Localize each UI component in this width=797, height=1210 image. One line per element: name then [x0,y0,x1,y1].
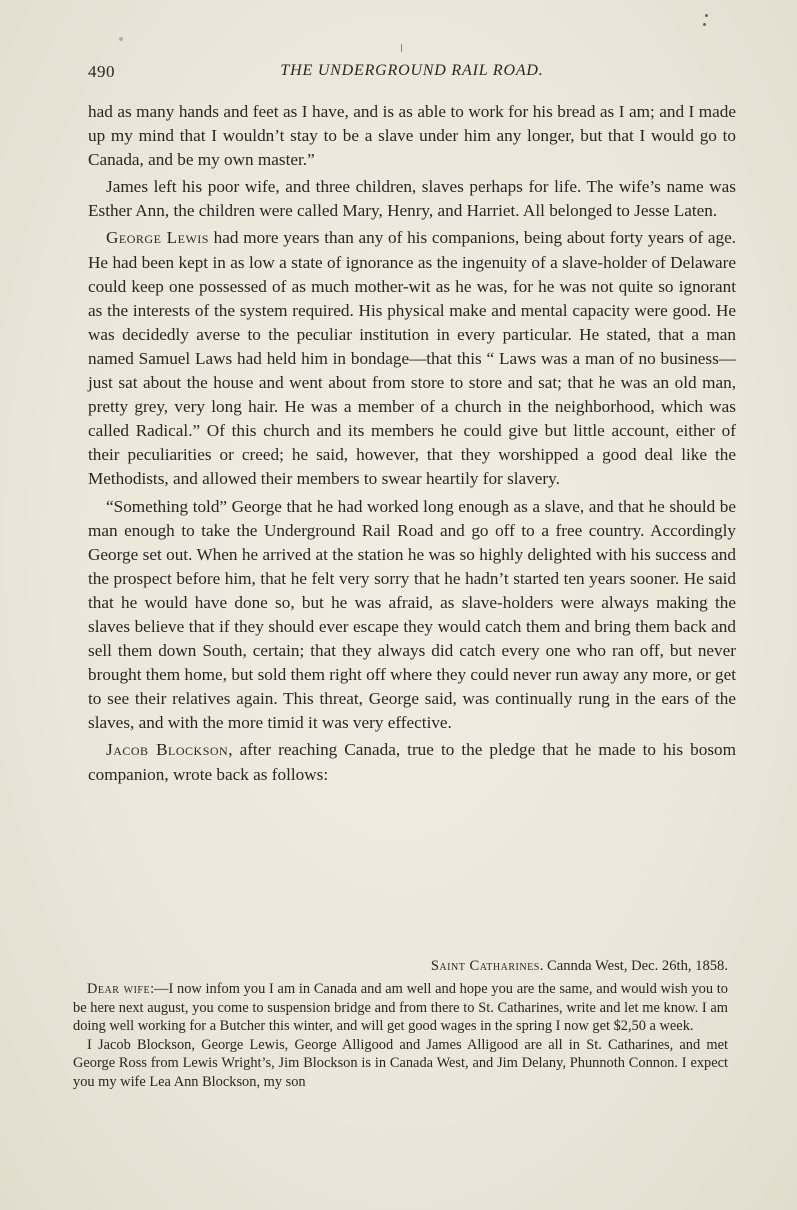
person-name: Jacob Blockson [106,740,229,760]
paragraph: Jacob Blockson, after reaching Canada, true to the pledge that he made to his bosom companion, wrote back as follows: [88,740,736,784]
ink-speck [119,37,123,41]
letter-dateline: Saint Catharines. Cannda West, Dec. 26th, 1858. [430,958,728,974]
paragraph: had as many hands and feet as I have, and is as able to work for his bread as I am; and I made up my mind that I wouldn’t stay to be a slave under him any longer, but that I would go to Canada, and be my own master.” [88,102,736,170]
letter-salutation: Dear wife [87,981,151,997]
page-header [88,62,736,86]
paragraph: James left his poor wife, and three children, slaves perhaps for life. The wife’s name was Esther Ann, the children were called Mary, Henry, and Harriet. All belonged to Jesse Laten. [88,177,736,221]
ink-speck [703,23,706,26]
quoted-letter [73,956,728,1092]
letter-paragraph: Dear wife:—I now infom you I am in Canada and am well and hope you are the same, and would wish you to be here next august, you come to suspension bridge and from there to St. Catharines, write and let me know. I am doing well working for a Butcher this winter, and will get good wages in the spring I now get $2,50 a week. [73,981,728,1035]
body-text [88,100,736,790]
paragraph: George Lewis had more years than any of his companions, being about forty years of age. He had been kept in as low a state of ignorance as the ingenuity of a slave-holder of Delaware could keep one possessed of as much mother-wit as he was, for he was not quite so ignorant as the interests of the system required. His physical make and mental capacity were good. He was decidedly averse to the peculiar institution in every particular. He stated, that a man named Samuel Laws had held him in bondage—that this “ Laws was a man of no business—just sat about the house and went about from store to store and sat; that he was an old man, pretty grey, very long hair. He was a member of a church in the neighborhood, which was called Radical.” Of this church and its members he could give but little account, either of their peculiarities or creed; he said, however, that they worshipped a good deal like the Methodists, and allowed their members to swear heartily for slavery. [88,228,736,489]
paragraph: “Something told” George that he had worked long enough as a slave, and that he should be man enough to take the Underground Rail Road and go off to a free country. Accordingly George set out. When he arrived at the station he was so highly delighted with his success and the prospect before him, that he felt very sorry that he hadn’t started ten years sooner. He said that he would have done so, but he was afraid, as slave-holders were always making the slaves believe that if they should ever escape they would catch them and bring them back and sell them down South, certain; that they always did catch every one who ran off, but never brought them home, but sold them right off where they could never run away any more, or get to see their relatives again. This threat, George said, was continually rung in the ears of the slaves, and with the more timid it was very effective. [88,496,736,733]
ink-speck [705,14,708,17]
letter-paragraph: I Jacob Blockson, George Lewis, George Alligood and James Alligood are all in St. Catharines, and met George Ross from Lewis Wright’s, Jim Blockson is in Canada West, and Jim Delany, Phunnoth Connon. I expect you my wife Lea Ann Blockson, my son [73,1036,728,1090]
running-head: THE UNDERGROUND RAIL ROAD. [280,62,544,79]
ink-speck [401,44,402,52]
page-number: 490 [88,62,115,81]
person-name: George Lewis [106,228,209,248]
